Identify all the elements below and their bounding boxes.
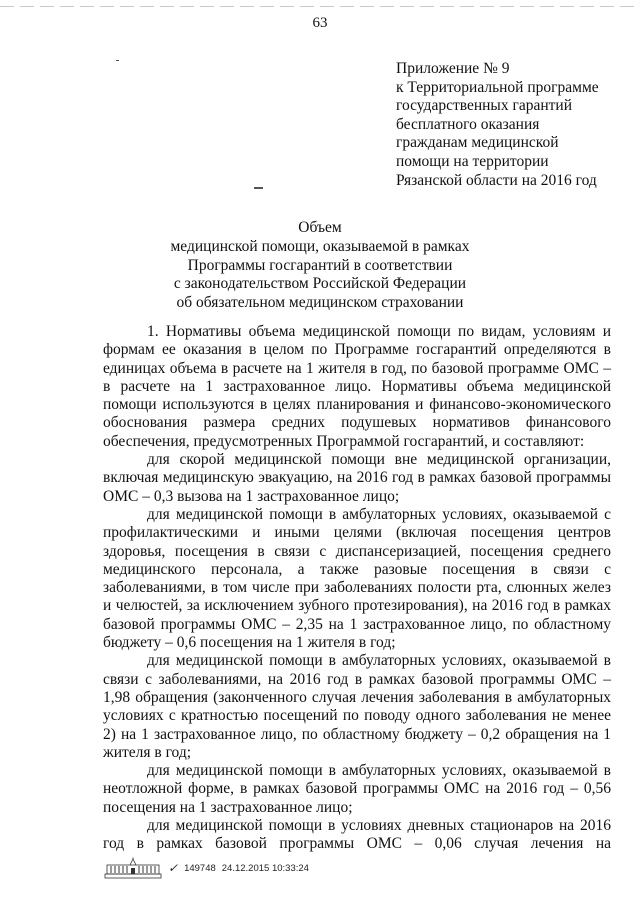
scan-speck [254,187,263,189]
title-line: с законодательством Российской Федерации [173,275,467,293]
document-title [0,219,640,313]
scan-speck [116,60,119,61]
reference-mark: ✓ [168,860,179,875]
appendix-line: Приложение № 9 [396,60,510,77]
government-building-icon [104,857,162,879]
paragraph: для медицинской помощи в амбулаторных условиях, оказываемой в связи с заболеваниями, на 2016 год в рамках базовой программы ОМС – 1,98 обращения (законченного случая лечения заболевания в амбулаторных условиях с кратностью посещений по поводу одного заболевания не менее 2) на 1 застрахованное лицо, по областному бюджету – 0,2 обращения на 1 жителя в год; [103,652,611,761]
paragraph: для медицинской помощи в амбулаторных условиях, оказываемой с профилактическими и иными целями (включая посещения центров здоровья, посещения в связи с диспансеризацией, посещения среднего медицинского персонала, а также разовые посещения в связи с заболеваниями, в том числе при заболеваниях полости рта, слюнных желез и челюстей, за исключением зубного протезирования), на 2016 год в рамках базовой программы ОМС – 2,35 на 1 застрахованное лицо, по областному бюджету – 0,6 посещения на 1 жителя в год; [103,505,611,652]
document-datetime: 24.12.2015 10:33:24 [221,862,309,874]
appendix-header [396,60,599,190]
appendix-line: к Территориальной программе [396,78,599,96]
appendix-line: государственных гарантий [396,97,572,115]
footer-stamp [104,857,309,879]
appendix-line: бесплатного оказания [396,115,540,133]
title-line: Программы госгарантий в соответствии [187,256,453,274]
title-line: Объем [298,219,342,236]
title-line: медицинской помощи, оказываемой в рамках [170,237,470,255]
top-border-line [0,6,640,7]
paragraph: для медицинской помощи в условиях дневных стационаров на 2016 год в рамках базовой программы ОМС – 0,06 случая лечения на [103,817,611,853]
paragraph: для медицинской помощи в амбулаторных условиях, оказываемой в неотложной форме, в рамках базовой программы ОМС на 2016 год – 0,56 посещения на 1 застрахованное лицо; [103,762,611,816]
appendix-line: гражданам медицинской [396,134,559,152]
appendix-line: Рязанской области на 2016 год [396,171,597,189]
paragraph: 1. Нормативы объема медицинской помощи по видам, условиям и формам ее оказания в целом по Программе госгарантий определяются в единицах объема в расчете на 1 жителя в год, по базовой программе ОМС – в расчете на 1 застрахованное лицо. Нормативы объема медицинской помощи используются в целях планирования и финансово-экономического обоснования размера средних подушевых нормативов финансового обеспечения, предусмотренных Программой госгарантий, и составляют: [103,323,611,450]
page-number: 63 [312,15,328,31]
document-body [103,323,611,854]
document-number: 149748 [184,862,216,874]
appendix-line: помощи на территории [396,152,549,170]
paragraph: для скорой медицинской помощи вне медицинской организации, включая медицинскую эвакуацию, на 2016 год в рамках базовой программы ОМС – 0,3 вызова на 1 застрахованное лицо; [103,451,611,505]
title-line: об обязательном медицинском страховании [176,294,464,312]
